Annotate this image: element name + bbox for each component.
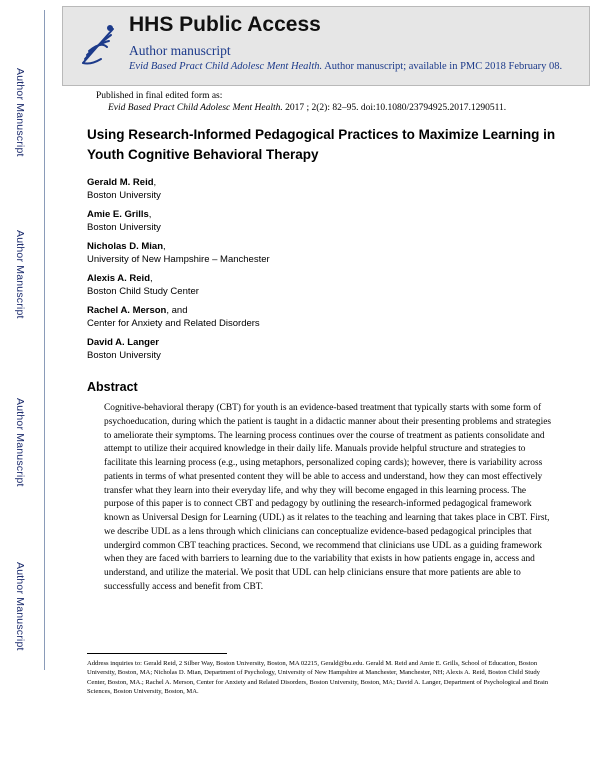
author-affiliation: Boston University bbox=[87, 222, 161, 233]
sidebar-divider bbox=[44, 10, 45, 670]
author-name: David A. Langer bbox=[87, 337, 159, 348]
footnote-divider bbox=[87, 653, 227, 654]
hhs-public-access-title: HHS Public Access bbox=[129, 13, 321, 36]
hhs-header bbox=[62, 6, 590, 86]
author-separator: , bbox=[153, 177, 157, 188]
author-separator: , bbox=[150, 273, 153, 284]
footnote-text: Address inquiries to: Gerald Reid, 2 Silber Way, Boston University, Boston, MA 02215, Gerald@bu.edu. Gerald M. Reid and Amie E. Grills, School of Education, Boston University, Boston, MA; Nicholas D. Mian, Department of Psychology, University of New Hampshire at Manchester, Manchester, NH; Alexis A. Reid, Boston Child Study Center, Boston, MA.; Rachel A. Merson, Center for Anxiety and Related Disorders, Boston University, Boston, MA; David A. Langer, Department of Psychological and Brain Sciences, Boston University, Boston, MA. bbox=[87, 660, 549, 695]
author-entry bbox=[87, 304, 270, 330]
abstract-heading: Abstract bbox=[87, 380, 138, 394]
author-affiliation: University of New Hampshire – Manchester bbox=[87, 254, 270, 265]
publication-details: 2017 ; 2(2): 82–95. doi:10.1080/23794925.2017.1290511. bbox=[282, 103, 507, 113]
author-affiliation: Boston Child Study Center bbox=[87, 286, 199, 297]
journal-name: Evid Based Pract Child Adolesc Ment Health. bbox=[129, 61, 323, 72]
sidebar-author-manuscript-label: Author Manuscript bbox=[14, 230, 26, 319]
author-name: Nicholas D. Mian bbox=[87, 241, 164, 252]
author-separator: , and bbox=[166, 305, 188, 316]
author-name: Rachel A. Merson bbox=[87, 305, 167, 316]
author-affiliation: Boston University bbox=[87, 350, 161, 361]
author-name: Amie E. Grills bbox=[87, 209, 149, 220]
author-affiliation: Boston University bbox=[87, 190, 161, 201]
author-entry bbox=[87, 176, 270, 202]
author-name: Gerald M. Reid bbox=[87, 177, 154, 188]
author-entry bbox=[87, 208, 270, 234]
pmc-citation bbox=[129, 60, 581, 73]
author-separator: , bbox=[148, 209, 152, 220]
author-entry bbox=[87, 336, 270, 362]
publication-citation bbox=[96, 102, 506, 114]
publication-info bbox=[96, 90, 506, 114]
pmc-availability: Author manuscript; available in PMC 2018 February 08. bbox=[322, 61, 563, 72]
author-affiliation: Center for Anxiety and Related Disorders bbox=[87, 318, 260, 329]
author-separator: , bbox=[163, 241, 166, 252]
journal-name: Evid Based Pract Child Adolesc Ment Health. bbox=[108, 103, 283, 113]
sidebar-author-manuscript-label: Author Manuscript bbox=[14, 562, 26, 651]
author-entry bbox=[87, 240, 270, 266]
sidebar-author-manuscript-label: Author Manuscript bbox=[14, 68, 26, 157]
abstract-text: Cognitive-behavioral therapy (CBT) for youth is an evidence-based treatment that typically starts with some form of psychoeducation, during which the patient is taught in a didactic manner about their presenting problems and strategies to ameliorate their symptoms. The learning process continues over the course of treatment as patients consolidate and attempt to utilize their acquired knowledge in their daily life. Manuals provide helpful structure and strategies to facilitate this learning process (e.g., using metaphors, personalized coping cards); however, there is variability across patients in terms of what presented content they will be able to access and understand, how they can most effectively transfer what they learn into their everyday life, and why they will become engaged in this learning process. The purpose of this paper is to connect CBT and pedagogy by outlining the research-informed pedagogical framework known as Universal Design for Learning (UDL) as it relates to the teaching and learning that takes place in CBT. First, we describe UDL as a lens through which clinicians can conceptualize evidence-based pedagogical principles that undergird common CBT teaching practices. Second, we recommend that clinicians use UDL as a guiding framework when they are faced with barriers to learning due to the variability that exists in how patients engage in, access and understand, and utilize the material. We posit that UDL can help clinicians ensure that more patients are able to successfully access and benefit from CBT. bbox=[104, 403, 552, 592]
author-manuscript-subtitle: Author manuscript bbox=[129, 43, 231, 58]
hhs-eagle-logo-icon bbox=[77, 19, 119, 71]
paper-title: Using Research-Informed Pedagogical Practices to Maximize Learning in Youth Cognitive Behavioral Therapy bbox=[87, 127, 556, 162]
author-list bbox=[87, 176, 270, 368]
sidebar-author-manuscript-label: Author Manuscript bbox=[14, 398, 26, 487]
author-entry bbox=[87, 272, 270, 298]
published-in-label: Published in final edited form as: bbox=[96, 91, 223, 101]
author-name: Alexis A. Reid bbox=[87, 273, 151, 284]
